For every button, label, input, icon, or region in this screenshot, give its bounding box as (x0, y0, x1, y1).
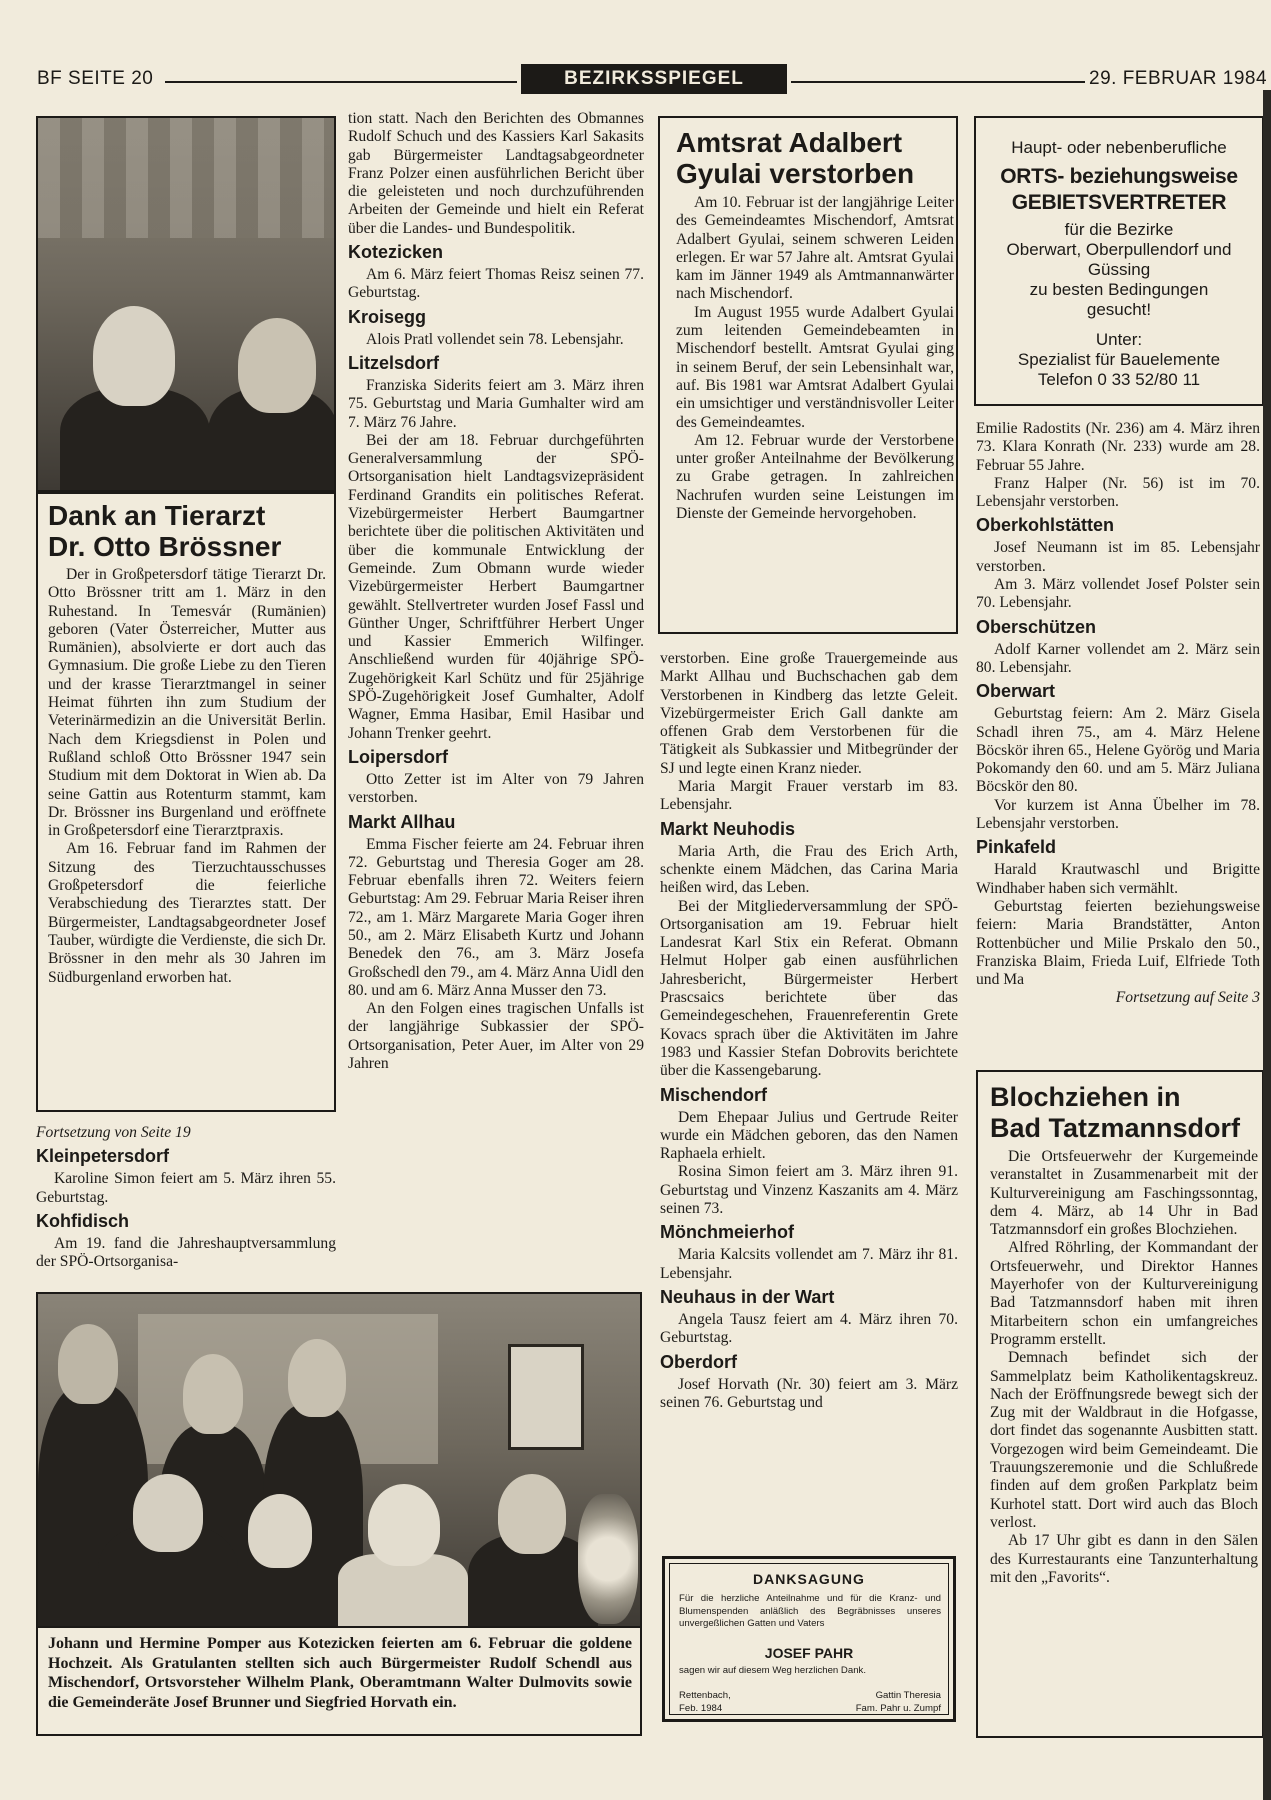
paragraph: Harald Krautwaschl und Brigitte Windhaber haben sich vermählt. (976, 861, 1260, 897)
paragraph: Am 10. Februar ist der langjährige Leiter des Gemeindeamtes Mischendorf, Amtsrat Adalbert Gyulai, seinem schweren Leiden erlegen. Er war 57 Jahre alt. Amtsrat Gyulai kam im Jänner 1949 als Amtmannanwärter nach Mischendorf. (676, 194, 954, 303)
paragraph: Karoline Simon feiert am 5. März ihren 55. Geburtstag. (36, 1170, 336, 1206)
danksagung-title: DANKSAGUNG (753, 1571, 865, 1587)
paragraph: An den Folgen eines tragischen Unfalls ist der langjährige Subkassier der SPÖ-Ortsorganisation, Peter Auer, im Alter von 29 Jahren (348, 1000, 644, 1073)
header-rule-right (791, 81, 1085, 83)
paragraph: Ab 17 Uhr gibt es dann in den Sälen des Kurrestaurants eine Tanzunterhaltung mit den „Favorits“. (990, 1532, 1258, 1586)
paragraph: Die Ortsfeuerwehr der Kurgemeinde veranstaltet in Zusammenarbeit mit der Kulturvereinigung am Faschingssonntag, dem 4. März, ab 14 Uhr in Bad Tatzmannsdorf ein großes Blochziehen. (990, 1148, 1258, 1239)
photo-face-2 (183, 1354, 243, 1434)
article-body (48, 566, 326, 987)
ad-line: Oberwart, Oberpullendorf und (1006, 240, 1232, 259)
danksagung-sig-2: Fam. Pahr u. Zumpf (855, 1703, 941, 1714)
photo-face-johann (368, 1484, 440, 1566)
photo-tierarzt (36, 116, 336, 492)
header-rule-left (165, 81, 517, 83)
page-number: BF SEITE 20 (37, 68, 154, 89)
photo-face-left (93, 306, 175, 406)
ad-line: Spezialist für Bauelemente (1017, 350, 1221, 369)
photo-goldene-hochzeit (36, 1292, 642, 1628)
danksagung-text: Für die herzliche Anteilnahme und für die Kranz- und Blumenspenden anläßlich des Begräbnisses unseres unvergeßlichen Gatten und Vaters (679, 1593, 941, 1629)
danksagung-notice (662, 1556, 956, 1722)
column-4 (976, 420, 1260, 1008)
continued-note: Fortsetzung auf Seite 3 (1115, 989, 1260, 1007)
danksagung-place-date (679, 1689, 731, 1715)
paragraph: Am 3. März vollendet Josef Polster sein 70. Lebensjahr. (976, 576, 1260, 612)
ad-line: für die Bezirke (1064, 220, 1174, 239)
paragraph: Josef Neumann ist im 85. Lebensjahr verstorben. (976, 539, 1260, 575)
paragraph: Alois Pratl vollendet sein 78. Lebensjahr. (366, 330, 624, 348)
section-heading: Markt Neuhodis (660, 818, 796, 839)
photo-face-5 (498, 1474, 566, 1554)
paragraph: Geburtstag feierten beziehungsweise feiern: Maria Brandstätter, Anton Rottenbücher und Milie Prskalo den 50., Franziska Blaim, Frieda Luif, Elfriede Toth und Ma (976, 897, 1260, 989)
paragraph: Adolf Karner vollendet am 2. März sein 80. Lebensjahr. (976, 640, 1260, 676)
photo-face-4 (133, 1474, 203, 1552)
photo-face-hermine (248, 1494, 312, 1568)
section-heading: Oberkohlstätten (976, 515, 1115, 536)
section-heading: Mischendorf (660, 1084, 768, 1105)
column-3 (660, 650, 958, 1412)
section-heading: Oberdorf (660, 1351, 738, 1372)
paragraph: Der in Großpetersdorf tätige Tierarzt Dr. Otto Brössner tritt am 1. März in den Ruhestand. In Temesvár (Rumänien) geboren (Vater Österreicher, Mutter aus Rumänien), absolvierte er dort auch das Gymnasium. Die große Liebe zu den Tieren und der krasse Tierarztmangel in seiner Heimat führten ihn zum Studium der Veterinärmedizin an die Universität Berlin. Nach dem Kriegsdienst in Polen und Rußland schloß Otto Brössner 1947 sein Studium mit dem Doktorat in Wien ab. Da seine Gattin aus Rotenturm stammt, kam Dr. Brössner ins Burgenland und eröffnete in Großpetersdorf eine Tierarztpraxis. (48, 566, 326, 840)
article-gyulai (658, 116, 958, 634)
section-heading: Oberwart (976, 681, 1056, 702)
article-title (990, 1082, 1260, 1144)
paragraph: Geburtstag feiern: Am 2. März Gisela Schadl ihren 75., am 4. März Helene Böcskör ihren 65., Helene Györög und Maria Pokomandy den 60. und am 5. März Juliana Böcskör den 80. (976, 705, 1260, 796)
paragraph: Demnach befindet sich der Sammelplatz beim Katholikentagskreuz. Nach der Eröffnungsrede bewegt sich der Zug mit der Waldbraut in die Hofgasse, dort findet das sogenannte Ausbitten statt. Vorgezogen wird beim Gemeindeamt. Die Trauungszeremonie und die Schlußrede finden auf dem großen Parkplatz beim Kurhotel statt. Dort wird auch das Bloch verlost. (990, 1349, 1258, 1531)
danksagung-name: JOSEF PAHR (764, 1645, 854, 1661)
paragraph: Am 6. März feiert Thomas Reisz seinen 77. Geburtstag. (348, 266, 644, 302)
paragraph: tion statt. Nach den Berichten des Obmannes Rudolf Schuch und des Kassiers Karl Sakasits gab Bürgermeister Landtagsabgeordneter Franz Polzer einen ausführlichen Bericht über die geleisteten und noch durchzuführenden Arbeiten der Gemeinde und hielt ein Referat über die Landes- und Bundespolitik. (348, 110, 644, 237)
section-heading: Kroisegg (348, 306, 427, 327)
section-heading: Oberschützen (976, 616, 1097, 637)
paragraph: Franz Halper (Nr. 56) ist im 70. Lebensjahr verstorben. (976, 474, 1260, 511)
photo-caption-box (36, 1626, 642, 1736)
article-blochziehen (976, 1070, 1264, 1738)
danksagung-thanks: sagen wir auf diesem Weg herzlichen Dank. (679, 1665, 866, 1676)
danksagung-sig-1: Gattin Theresia (875, 1690, 941, 1701)
photo-face-right (238, 318, 316, 413)
paragraph: Im August 1955 wurde Adalbert Gyulai zum leitenden Gemeindebeamten in Mischendorf bestellt. Amtsrat Gyulai ging in seinem Beruf, der sein Lebensinhalt war, auf. Bis 1981 war Amtsrat Adalbert Gyulai ein umsichtiger und verständnisvoller Leiter des Gemeindeamtes. (676, 303, 954, 431)
ad-line: Haupt- oder nebenberufliche (1011, 138, 1227, 157)
article-title (48, 500, 330, 562)
continued-note: Fortsetzung von Seite 19 (36, 1124, 191, 1141)
article-body (990, 1148, 1258, 1587)
paragraph: Maria Margit Frauer verstarb im 83. Lebensjahr. (660, 778, 958, 814)
paragraph: Maria Kalcsits vollendet am 7. März ihr 81. Lebensjahr. (660, 1246, 958, 1282)
ad-line: gesucht! (1086, 300, 1152, 319)
danksagung-place: Rettenbach, (679, 1690, 731, 1701)
section-heading: Kotezicken (348, 242, 444, 263)
danksagung-date: Feb. 1984 (679, 1703, 723, 1714)
paragraph: Angela Tausz feiert am 4. März ihren 70. Geburtstag. (660, 1310, 958, 1347)
section-heading: Litzelsdorf (348, 352, 440, 373)
section-heading: Markt Allhau (348, 811, 456, 832)
ad-line: zu besten Bedingungen (1029, 280, 1209, 299)
photo-face-3 (288, 1339, 346, 1417)
paragraph: Maria Arth, die Frau des Erich Arth, schenkte einem Mädchen, das Carina Maria heißen wird, das Leben. (660, 842, 958, 897)
paragraph: Emma Fischer feierte am 24. Februar ihren 72. Geburtstag und Theresia Goger am 28. Februar ebenfalls ihren 72. Weiters feiern Geburtstag: Am 29. Februar Maria Reiser ihren 72., am 1. März Margarete Maria Goger ihren 50., am 2. März Elisabeth Kurtz und Johann Benedek den 76., am 3. März Josefa Großschedl den 79., am 4. März Anna Uidl den 80. und am 6. März Anna Musser den 73. (348, 835, 644, 999)
job-advertisement (974, 116, 1264, 406)
paragraph: Am 16. Februar fand im Rahmen der Sitzung des Tierzuchtausschusses Großpetersdorf die feierliche Verabschiedung des Tierarztes statt. Der Bürgermeister, Landtagsabgeordneter Josef Tauber, würdigte die Verdienste, die sich Dr. Brössner in den mehr als 30 Jahren im Südburgenland erworben hat. (48, 840, 326, 986)
section-heading: Mönchmeierhof (660, 1222, 795, 1243)
paragraph: Otto Zetter ist im Alter von 79 Jahren verstorben. (348, 770, 644, 807)
section-heading: Neuhaus in der Wart (660, 1286, 835, 1307)
section-heading: Kohfidisch (36, 1210, 129, 1231)
article-body (676, 194, 954, 523)
page-edge-shadow (1263, 90, 1271, 1800)
issue-date: 29. FEBRUAR 1984 (1089, 68, 1268, 89)
danksagung-signature (815, 1689, 941, 1715)
paragraph: Am 19. fand die Jahreshauptversammlung der SPÖ-Ortsorganisa- (36, 1234, 336, 1271)
paragraph: Bei der Mitgliederversammlung der SPÖ-Ortsorganisation am 19. Februar hielt Landesrat Karl Stix ein Referat. Obmann Helmut Holper gab einen ausführlichen Jahresbericht, Bürgermeister Herbert Prascsaics berichtete über das Gemeindegeschehen, Frauenreferentin Grete Kovacs sprach über die Aktivitäten im Jahre 1983 und Kassier Stefan Dobrovits berichtete über die Kassengebarung. (660, 897, 958, 1080)
section-banner: BEZIRKSSPIEGEL (521, 64, 787, 94)
article-title (676, 127, 956, 189)
title-line-1: Amtsrat Adalbert (676, 127, 903, 158)
column-2 (348, 110, 644, 1073)
ad-line: Unter: (1095, 330, 1143, 349)
paragraph: verstorben. Eine große Trauergemeinde aus Markt Allhau und Buchschachen gab dem Verstorbenen in Kindberg das letzte Geleit. Vizebürgermeister Erich Gall dankte am offenen Grab dem Verstorbenen für die Tätigkeit als Subkassier und Mitbegründer der SJ und legte einen Kranz nieder. (660, 650, 958, 777)
paragraph: Alfred Röhrling, der Kommandant der Ortsfeuerwehr, und Direktor Hannes Mayerhofer von der Kulturvereinigung Bad Tatzmannsdorf haben mit ihren Mitarbeitern schon ein umfangreiches Programm erstellt. (990, 1239, 1258, 1348)
photo-caption: Johann und Hermine Pomper aus Kotezicken feierten am 6. Februar die goldene Hochzeit. Als Gratulanten stellten sich auch Bürgermeister Rudolf Schendl aus Mischendorf, Ortsvorsteher Wilhelm Plank, Oberamtmann Walter Dulmovits sowie die Gemeinderäte Josef Brunner und Siegfried Horvath ein. (48, 1635, 632, 1711)
section-heading: Kleinpetersdorf (36, 1146, 170, 1167)
title-line-1: Blochziehen in (990, 1082, 1181, 1112)
column-1-lower (36, 1124, 336, 1271)
photo-face-1 (58, 1324, 118, 1404)
paragraph: Dem Ehepaar Julius und Gertrude Reiter wurde ein Mädchen geboren, das den Namen Raphaela erhielt. (660, 1108, 958, 1163)
section-heading: Loipersdorf (348, 746, 449, 767)
article-tierarzt (36, 492, 336, 1112)
title-line-2: Dr. Otto Brössner (48, 531, 282, 562)
ad-content (976, 138, 1262, 390)
paragraph: Vor kurzem ist Anna Übelher im 78. Lebensjahr verstorben. (976, 796, 1260, 833)
paragraph: Emilie Radostits (Nr. 236) am 4. März ihren 73. Klara Konrath (Nr. 233) wurde am 28. Februar 55 Jahre. (976, 420, 1260, 474)
title-line-1: Dank an Tierarzt (48, 500, 266, 531)
title-line-2: Gyulai verstorben (676, 158, 915, 189)
ad-line: Güssing (1087, 260, 1151, 279)
title-line-2: Bad Tatzmannsdorf (990, 1113, 1241, 1143)
paragraph: Franziska Siderits feiert am 3. März ihren 75. Geburtstag und Maria Gumhalter wird am 7. März 76 Jahre. (348, 376, 644, 431)
ad-headline: GEBIETSVERTRETER (1011, 191, 1227, 214)
photo-frame-on-wall (508, 1344, 584, 1450)
section-heading: Pinkafeld (976, 837, 1057, 858)
ad-headline: ORTS- beziehungsweise (1000, 165, 1238, 188)
ad-line: Telefon 0 33 52/80 11 (1037, 370, 1201, 389)
photo-flowers (578, 1494, 638, 1624)
paragraph: Josef Horvath (Nr. 30) feiert am 3. März seinen 76. Geburtstag und (660, 1375, 958, 1411)
paragraph: Am 12. Februar wurde der Verstorbene unter großer Anteilnahme der Bevölkerung zu Grabe getragen. In zahlreichen Nachrufen wurden seine Leistungen im Dienste der Gemeinde hervorgehoben. (676, 431, 954, 523)
paragraph: Bei der am 18. Februar durchgeführten Generalversammlung der SPÖ-Ortsorganisation hielt Landtagsvizepräsident Ferdinand Grandits ein politisches Referat. Vizebürgermeister Herbert Baumgartner berichtete über die politischen Aktivitäten und über die kommunale Entwicklung der Gemeinde. Zum Obmann wurde wieder Vizebürgermeister Herbert Baumgartner gewählt. Stellvertreter wurden Josef Fassl und Günther Unger, Schriftführer Herbert Unger und Kassier Emmerich Wilfinger. Anschließend wurden für 40jährige SPÖ-Zugehörigkeit Karl Schütz und für 25jährige SPÖ-Zugehörigkeit Josef Gumhalter, Adolf Wagner, Emma Hasibar, Emil Hasibar und Johann Trenker geehrt. (348, 431, 644, 742)
photo-background-pennants (38, 118, 334, 238)
paragraph: Rosina Simon feiert am 3. März ihren 91. Geburtstag und Vinzenz Kaszanits am 4. März seinen 73. (660, 1163, 958, 1218)
